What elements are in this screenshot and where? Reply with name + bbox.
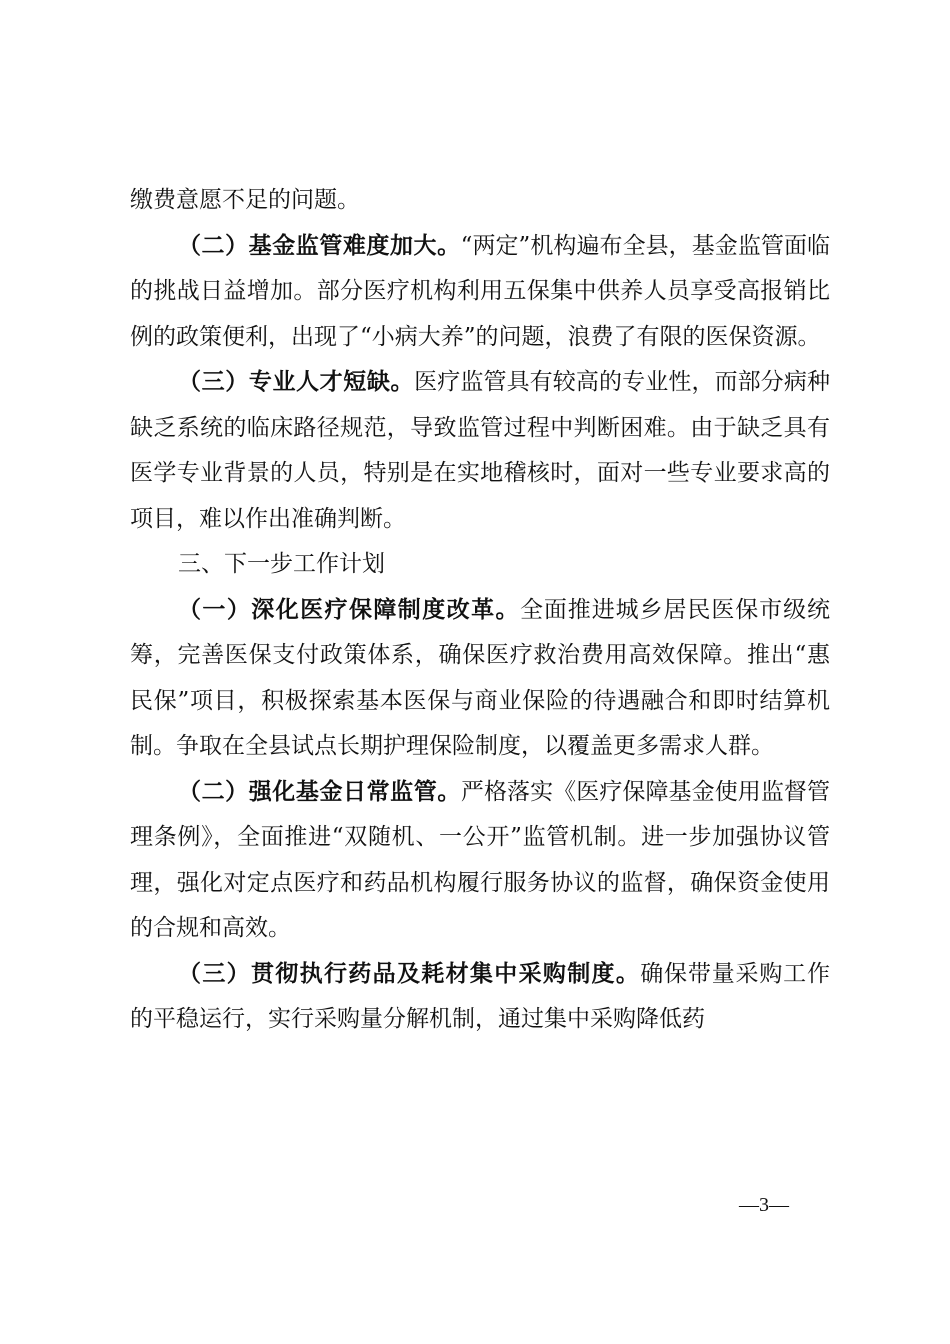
page-number: —3— [739,1194,789,1216]
paragraph-text: 医疗监管具有较高的专业性，而部分病种缺乏系统的临床路径规范，导致监管过程中判断困难。由于缺乏具有医学专业背景的人员，特别是在实地稽核时，面对一些专业要求高的项目，难以作出准确判断。 [130,369,831,532]
paragraph-lead: （二）基金监管难度加大。 [178,232,461,259]
paragraph-text: 确保带量采购工作的平稳运行，实行采购量分解机制，通过集中采购降低药 [130,960,831,1032]
paragraph-daily-supervision [130,770,830,952]
paragraph-lead: （一）深化医疗保障制度改革。 [178,596,520,623]
paragraph-lead: （三）贯彻执行药品及耗材集中采购制度。 [178,960,641,987]
section-heading: 三、下一步工作计划 [178,551,385,577]
paragraph-continuation [130,178,830,224]
document-body [130,178,830,1043]
paragraph-text: “两定”机构遍布全县，基金监管面临的挑战日益增加。部分医疗机构利用五保集中供养人员享受高报销比例的政策便利，出现了“小病大养”的问题，浪费了有限的医保资源。 [130,232,830,350]
paragraph-fund-supervision [130,224,830,361]
paragraph-lead: （二）强化基金日常监管。 [178,778,461,805]
paragraph-reform [130,588,830,770]
paragraph-procurement [130,952,830,1043]
paragraph-text: 全面推进城乡居民医保市级统筹，完善医保支付政策体系，确保医疗救治费用高效保障。推出“惠民保”项目，积极探索基本医保与商业保险的待遇融合和即时结算机制。争取在全县试点长期护理保险制度，以覆盖更多需求人群。 [130,596,831,759]
paragraph-lead: （三）专业人才短缺。 [178,369,415,395]
paragraph-text: 严格落实《医疗保障基金使用监督管理条例》，全面推进“双随机、一公开”监管机制。进一步加强协议管理，强化对定点医疗和药品机构履行服务协议的监督，确保资金使用的合规和高效。 [130,778,831,941]
paragraph-text: 缴费意愿不足的问题。 [130,187,360,213]
paragraph-talent-shortage [130,360,830,542]
